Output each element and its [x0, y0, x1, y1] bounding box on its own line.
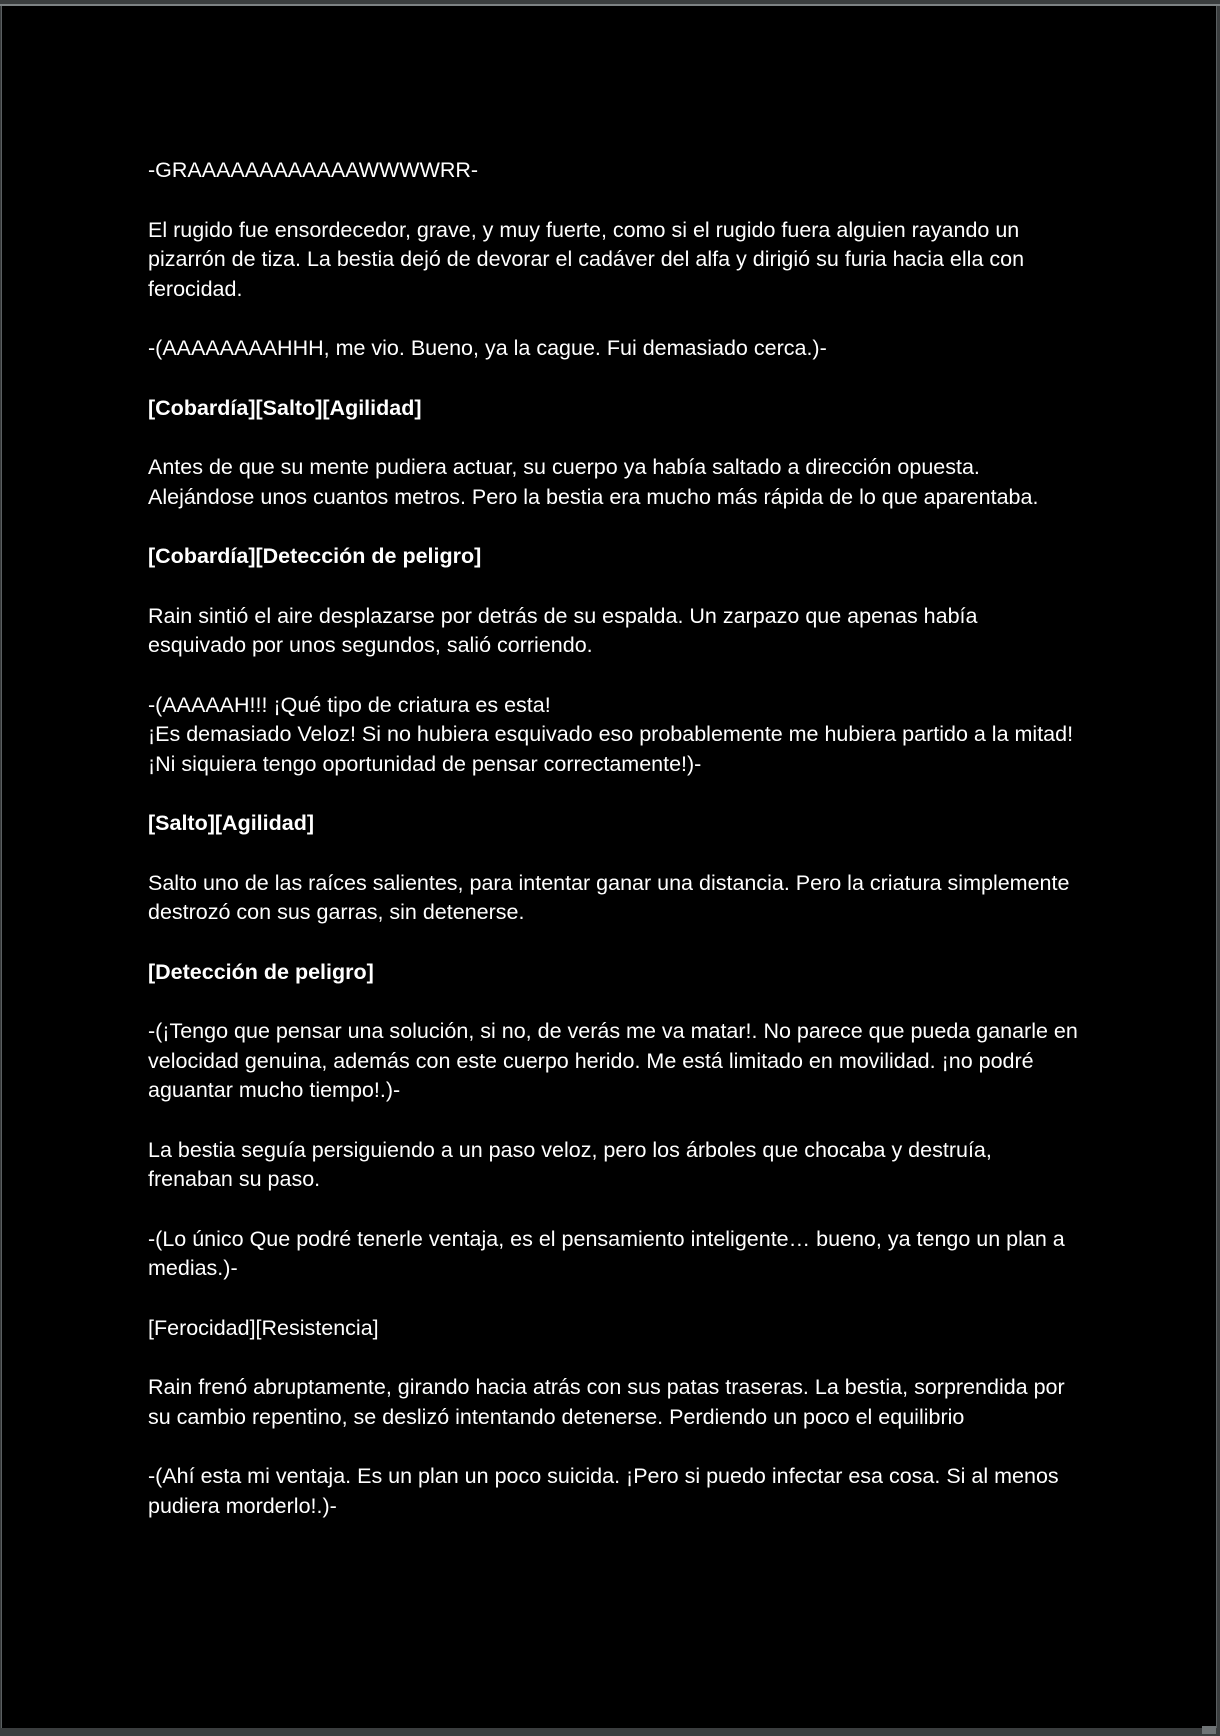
narration-paragraph: Antes de que su mente pudiera actuar, su cuerpo ya había saltado a dirección opuesta. Alejándose unos cuantos metros. Pero la bestia era mucho más rápida de lo que aparentaba.: [148, 455, 1039, 509]
inner-thought-line: -(¡Tengo que pensar una solución, si no, de verás me va matar!. No parece que pueda ganarle en velocidad genuina, además con este cuerpo herido. Me está limitado en movilidad. ¡no podré aguantar mucho tiempo!.)-: [148, 1019, 1078, 1102]
inner-thought-line: -(Lo único Que podré tenerle ventaja, es el pensamiento inteligente… bueno, ya tengo un plan a medias.)-: [148, 1226, 1065, 1280]
resize-grip-icon[interactable]: [1202, 1726, 1216, 1734]
inner-thought-line: -(Ahí esta mi ventaja. Es un plan un poco suicida. ¡Pero si puedo infectar esa cosa. Si al menos pudiera morderlo!.)-: [148, 1464, 1059, 1518]
narration-paragraph: La bestia seguía persiguiendo a un paso veloz, pero los árboles que chocaba y destruía, frenaban su paso.: [148, 1137, 992, 1191]
sound-effect-line: -GRAAAAAAAAAAAAWWWWRR-: [148, 158, 479, 182]
document-body: [148, 156, 1078, 1551]
narration-paragraph: El rugido fue ensordecedor, grave, y muy fuerte, como si el rugido fuera alguien rayando un pizarrón de tiza. La bestia dejó de devorar el cadáver del alfa y dirigió su furia hacia ella con ferocidad.: [148, 217, 1025, 301]
inner-thought-line: -(AAAAAH!!! ¡Qué tipo de criatura es esta!: [148, 692, 551, 717]
narration-paragraph: Rain frenó abruptamente, girando hacia atrás con sus patas traseras. La bestia, sorprendida por su cambio repentino, se deslizó intentando detenerse. Perdiendo un poco el equilibrio: [148, 1375, 1065, 1429]
skill-tags: [Ferocidad][Resistencia]: [148, 1315, 379, 1340]
skill-tags: [Cobardía][Detección de peligro]: [148, 544, 482, 568]
skill-tags: [Detección de peligro]: [148, 959, 374, 984]
inner-thought-line: -(AAAAAAAAHHH, me vio. Bueno, ya la cague. Fui demasiado cerca.)-: [148, 336, 827, 360]
narration-paragraph: Rain sintió el aire desplazarse por detrás de su espalda. Un zarpazo que apenas había esquivado por unos segundos, salió corriendo.: [148, 603, 978, 657]
skill-tags: [Salto][Agilidad]: [148, 811, 315, 835]
inner-thought-line: ¡Es demasiado Veloz! Si no hubiera esquivado eso probablemente me hubiera partido a la mitad! ¡Ni siquiera tengo oportunidad de pensar correctamente!)-: [148, 722, 1074, 776]
document-page: [1, 6, 1217, 1728]
narration-paragraph: Salto uno de las raíces salientes, para intentar ganar una distancia. Pero la criatura simplemente destrozó con sus garras, sin detenerse.: [148, 870, 1070, 924]
skill-tags: [Cobardía][Salto][Agilidad]: [148, 395, 422, 420]
